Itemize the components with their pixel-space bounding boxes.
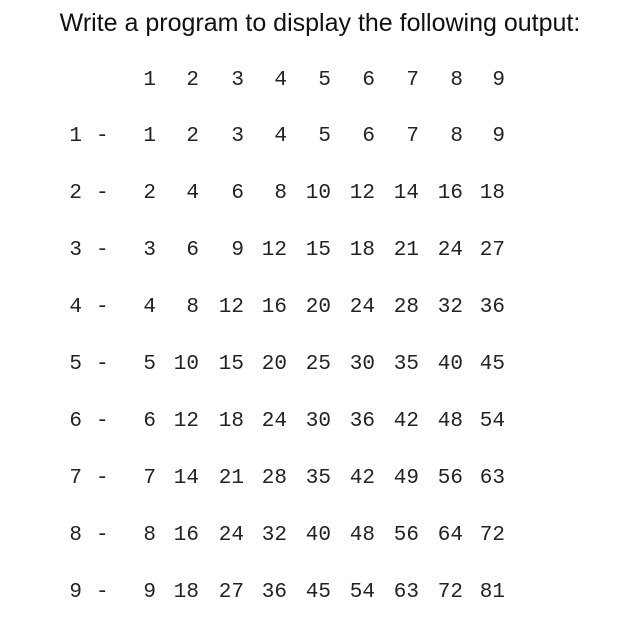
table-cell: 9 bbox=[231, 239, 244, 262]
row-label: 7 bbox=[69, 467, 82, 490]
header-cell: 1 bbox=[143, 69, 156, 92]
table-cell: 72 bbox=[437, 581, 463, 604]
table-cell: 1 bbox=[143, 125, 156, 148]
table-cell: 40 bbox=[305, 524, 331, 547]
table-cell: 14 bbox=[173, 467, 199, 490]
row-dash: - bbox=[96, 296, 109, 319]
table-cell: 36 bbox=[261, 581, 287, 604]
table-cell: 36 bbox=[349, 410, 375, 433]
table-cell: 56 bbox=[437, 467, 463, 490]
row-dash: - bbox=[96, 410, 109, 433]
table-cell: 8 bbox=[186, 296, 199, 319]
table-cell: 6 bbox=[362, 125, 375, 148]
table-cell: 63 bbox=[479, 467, 505, 490]
table-cell: 8 bbox=[450, 125, 463, 148]
table-cell: 28 bbox=[393, 296, 419, 319]
row-label: 6 bbox=[69, 410, 82, 433]
table-cell: 2 bbox=[186, 125, 199, 148]
table-cell: 2 bbox=[143, 182, 156, 205]
table-cell: 15 bbox=[305, 239, 331, 262]
header-cell: 4 bbox=[274, 69, 287, 92]
row-dash: - bbox=[96, 524, 109, 547]
table-cell: 18 bbox=[479, 182, 505, 205]
table-cell: 12 bbox=[218, 296, 244, 319]
table-cell: 25 bbox=[305, 353, 331, 376]
table-cell: 10 bbox=[173, 353, 199, 376]
table-cell: 32 bbox=[437, 296, 463, 319]
table-cell: 24 bbox=[437, 239, 463, 262]
table-cell: 45 bbox=[479, 353, 505, 376]
table-cell: 81 bbox=[479, 581, 505, 604]
table-cell: 18 bbox=[218, 410, 244, 433]
row-label: 2 bbox=[69, 182, 82, 205]
table-cell: 18 bbox=[173, 581, 199, 604]
table-cell: 7 bbox=[143, 467, 156, 490]
table-cell: 5 bbox=[318, 125, 331, 148]
table-cell: 16 bbox=[261, 296, 287, 319]
row-label: 8 bbox=[69, 524, 82, 547]
table-cell: 8 bbox=[143, 524, 156, 547]
table-cell: 24 bbox=[261, 410, 287, 433]
table-cell: 42 bbox=[349, 467, 375, 490]
page-title: Write a program to display the following output: bbox=[59, 9, 581, 37]
header-cell: 3 bbox=[231, 69, 244, 92]
table-cell: 54 bbox=[479, 410, 505, 433]
table-cell: 48 bbox=[349, 524, 375, 547]
table-cell: 12 bbox=[173, 410, 199, 433]
table-cell: 49 bbox=[393, 467, 419, 490]
row-dash: - bbox=[96, 125, 109, 148]
table-cell: 48 bbox=[437, 410, 463, 433]
table-cell: 56 bbox=[393, 524, 419, 547]
table-cell: 5 bbox=[143, 353, 156, 376]
table-cell: 30 bbox=[305, 410, 331, 433]
table-cell: 32 bbox=[261, 524, 287, 547]
header-cell: 9 bbox=[492, 69, 505, 92]
table-cell: 72 bbox=[479, 524, 505, 547]
table-cell: 16 bbox=[437, 182, 463, 205]
table-cell: 4 bbox=[143, 296, 156, 319]
table-cell: 20 bbox=[261, 353, 287, 376]
table-cell: 40 bbox=[437, 353, 463, 376]
row-dash: - bbox=[96, 581, 109, 604]
table-cell: 64 bbox=[437, 524, 463, 547]
table-cell: 30 bbox=[349, 353, 375, 376]
table-cell: 15 bbox=[218, 353, 244, 376]
table-cell: 8 bbox=[274, 182, 287, 205]
row-dash: - bbox=[96, 239, 109, 262]
table-cell: 4 bbox=[274, 125, 287, 148]
row-label: 3 bbox=[69, 239, 82, 262]
row-label: 9 bbox=[69, 581, 82, 604]
header-cell: 8 bbox=[450, 69, 463, 92]
table-cell: 45 bbox=[305, 581, 331, 604]
header-cell: 6 bbox=[362, 69, 375, 92]
table-cell: 3 bbox=[143, 239, 156, 262]
table-cell: 6 bbox=[143, 410, 156, 433]
table-cell: 36 bbox=[479, 296, 505, 319]
table-cell: 6 bbox=[186, 239, 199, 262]
table-cell: 24 bbox=[218, 524, 244, 547]
table-cell: 27 bbox=[218, 581, 244, 604]
header-cell: 7 bbox=[406, 69, 419, 92]
table-cell: 14 bbox=[393, 182, 419, 205]
table-cell: 18 bbox=[349, 239, 375, 262]
table-cell: 20 bbox=[305, 296, 331, 319]
table-cell: 7 bbox=[406, 125, 419, 148]
header-cell: 2 bbox=[186, 69, 199, 92]
row-dash: - bbox=[96, 182, 109, 205]
table-cell: 3 bbox=[231, 125, 244, 148]
table-cell: 12 bbox=[261, 239, 287, 262]
row-dash: - bbox=[96, 353, 109, 376]
table-cell: 16 bbox=[173, 524, 199, 547]
table-cell: 10 bbox=[305, 182, 331, 205]
table-cell: 6 bbox=[231, 182, 244, 205]
table-cell: 21 bbox=[393, 239, 419, 262]
table-cell: 35 bbox=[393, 353, 419, 376]
table-cell: 28 bbox=[261, 467, 287, 490]
table-cell: 27 bbox=[479, 239, 505, 262]
table-cell: 24 bbox=[349, 296, 375, 319]
row-label: 5 bbox=[69, 353, 82, 376]
table-cell: 9 bbox=[492, 125, 505, 148]
table-cell: 21 bbox=[218, 467, 244, 490]
row-label: 1 bbox=[69, 125, 82, 148]
table-cell: 54 bbox=[349, 581, 375, 604]
table-cell: 63 bbox=[393, 581, 419, 604]
header-cell: 5 bbox=[318, 69, 331, 92]
table-cell: 35 bbox=[305, 467, 331, 490]
table-cell: 4 bbox=[186, 182, 199, 205]
table-cell: 42 bbox=[393, 410, 419, 433]
row-label: 4 bbox=[69, 296, 82, 319]
row-dash: - bbox=[96, 467, 109, 490]
table-cell: 12 bbox=[349, 182, 375, 205]
table-cell: 9 bbox=[143, 581, 156, 604]
